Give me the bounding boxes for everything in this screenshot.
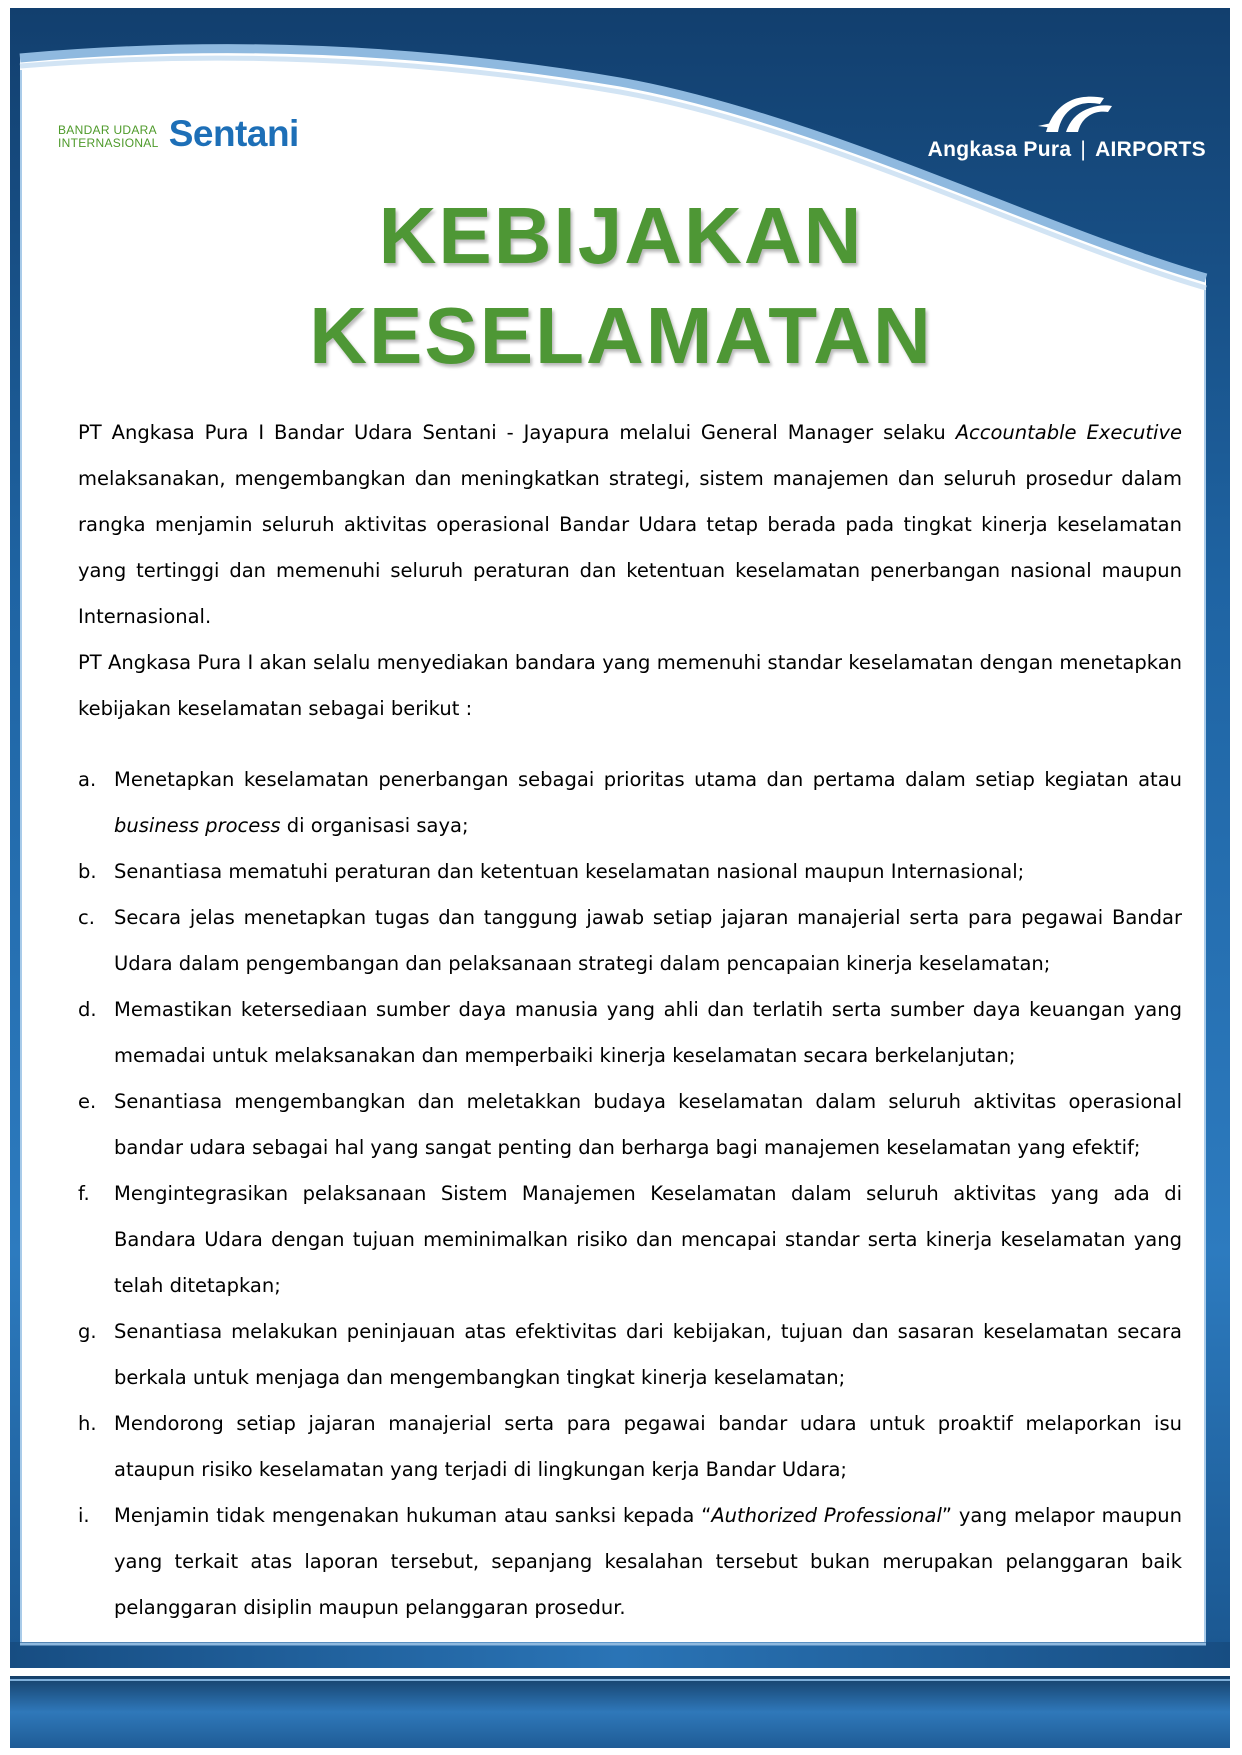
policy-list <box>78 757 1182 1631</box>
list-marker: i. <box>78 1504 90 1527</box>
list-item-e <box>78 1079 1182 1171</box>
list-marker: f. <box>78 1182 90 1205</box>
intro-p1-text-2: melaksanakan, mengembangkan dan meningkatkan strategi, sistem manajemen dan seluruh prosedur dalam rangka menjamin seluruh aktivitas operasional Bandar Udara tetap berada pada tingkat kinerja keselamatan yang tertinggi dan memenuhi seluruh peraturan dan ketentuan keselamatan penerbangan nasional maupun Internasional. <box>78 467 1182 628</box>
list-marker: g. <box>78 1320 97 1343</box>
angkasa-pura-wing-icon <box>1036 92 1114 136</box>
list-text: Senantiasa mematuhi peraturan dan ketentuan keselamatan nasional maupun Internasional; <box>114 860 1025 883</box>
list-text: ” yang melapor maupun yang terkait atas laporan tersebut, sepanjang kesalahan tersebut bukan merupakan pelanggaran baik pelanggaran disiplin maupun pelanggaran prosedur. <box>114 1504 1182 1619</box>
list-text: Menjamin tidak mengenakan hukuman atau sanksi kepada “ <box>114 1504 712 1527</box>
title-line-1: KEBIJAKAN <box>378 191 864 280</box>
sentani-airport-logo <box>58 113 299 154</box>
list-text: Mendorong setiap jajaran manajerial serta para pegawai bandar udara untuk proaktif melaporkan isu ataupun risiko keselamatan yang terjadi di lingkungan kerja Bandar Udara; <box>114 1412 1182 1481</box>
list-marker: b. <box>78 860 97 883</box>
policy-body <box>78 410 1182 1631</box>
list-text: Menetapkan keselamatan penerbangan sebagai prioritas utama dan pertama dalam setiap kegiatan atau <box>114 768 1182 791</box>
sentani-logo-line2: INTERNASIONAL <box>58 136 159 150</box>
page-title <box>0 186 1242 386</box>
list-marker: c. <box>78 906 95 929</box>
list-item-g <box>78 1309 1182 1401</box>
list-marker: d. <box>78 998 97 1021</box>
list-text: Senantiasa melakukan peninjauan atas efektivitas dari kebijakan, tujuan dan sasaran keselamatan secara berkala untuk menjaga dan mengembangkan tingkat kinerja keselamatan; <box>114 1320 1182 1389</box>
list-text: di organisasi saya; <box>280 814 469 837</box>
list-marker: a. <box>78 768 97 791</box>
list-item-c <box>78 895 1182 987</box>
logo-separator: | <box>1080 138 1087 161</box>
list-item-h <box>78 1401 1182 1493</box>
list-item-d <box>78 987 1182 1079</box>
intro-paragraph-1 <box>78 410 1182 640</box>
angkasa-pura-wordmark <box>928 138 1206 162</box>
list-item-f <box>78 1171 1182 1309</box>
sentani-logo-subtitle <box>58 124 159 150</box>
list-item-i <box>78 1493 1182 1631</box>
sentani-logo-line1: BANDAR UDARA <box>58 123 157 137</box>
list-marker: e. <box>78 1090 97 1113</box>
list-italic: Authorized Professional <box>711 1504 942 1527</box>
list-item-a <box>78 757 1182 849</box>
list-text: Mengintegrasikan pelaksanaan Sistem Manajemen Keselamatan dalam seluruh aktivitas yang ada di Bandara Udara dengan tujuan meminimalkan risiko dan mencapai standar serta kinerja keselamatan yang telah ditetapkan; <box>114 1182 1182 1297</box>
angkasa-pura-airports: AIRPORTS <box>1095 138 1206 161</box>
intro-p1-italic: Accountable Executive <box>955 421 1182 444</box>
list-text: Memastikan ketersediaan sumber daya manusia yang ahli dan terlatih serta sumber daya keuangan yang memadai untuk melaksanakan dan memperbaiki kinerja keselamatan secara berkelanjutan; <box>114 998 1182 1067</box>
list-text: Secara jelas menetapkan tugas dan tanggung jawab setiap jajaran manajerial serta para pegawai Bandar Udara dalam pengembangan dan pelaksanaan strategi dalam pencapaian kinerja keselamatan; <box>114 906 1182 975</box>
angkasa-pura-brand: Angkasa Pura <box>927 138 1072 161</box>
list-marker: h. <box>78 1412 97 1435</box>
intro-paragraph-2: PT Angkasa Pura I akan selalu menyediakan bandara yang memenuhi standar keselamatan dengan menetapkan kebijakan keselamatan sebagai berikut : <box>78 651 1182 720</box>
list-italic: business process <box>114 814 281 837</box>
sentani-logo-name: Sentani <box>168 113 299 154</box>
intro-p1-text-1: PT Angkasa Pura I Bandar Udara Sentani - Jayapura melalui General Manager selaku <box>78 421 956 444</box>
list-text: Senantiasa mengembangkan dan meletakkan budaya keselamatan dalam seluruh aktivitas operasional bandar udara sebagai hal yang sangat penting dan berharga bagi manajemen keselamatan yang efektif; <box>114 1090 1182 1159</box>
angkasa-pura-logo <box>886 92 1206 172</box>
title-line-2: KESELAMATAN <box>309 291 933 380</box>
list-item-b <box>78 849 1182 895</box>
